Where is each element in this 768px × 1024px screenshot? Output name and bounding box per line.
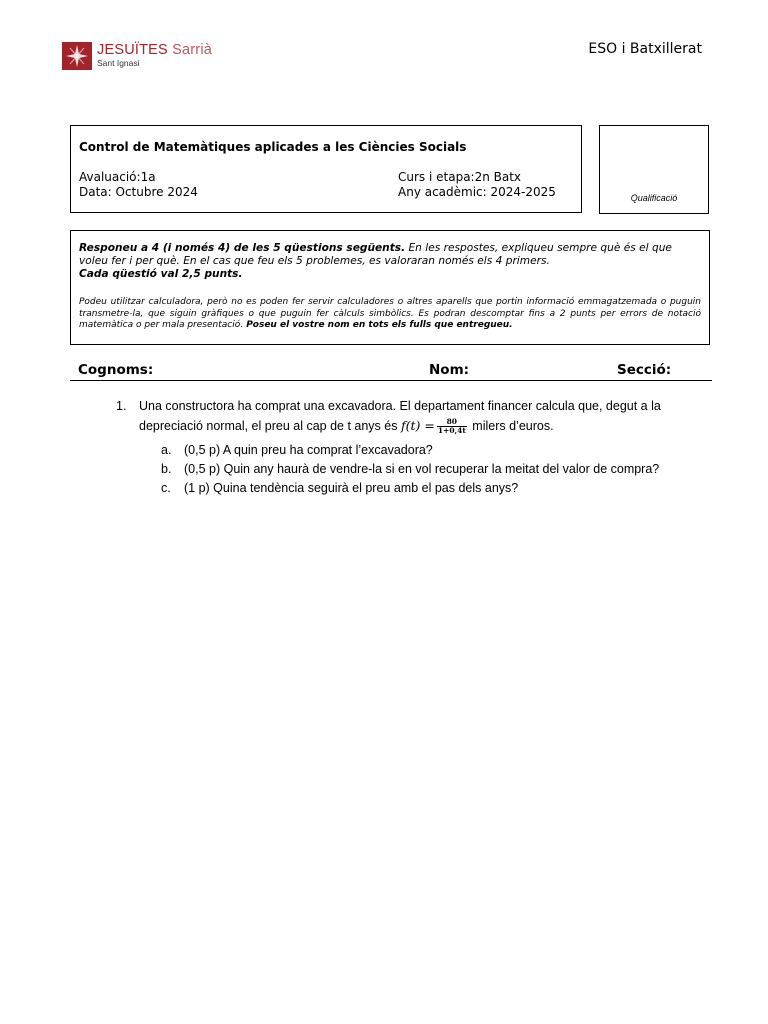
question-1-item-a-label: a. bbox=[161, 443, 172, 457]
formula-fraction bbox=[437, 418, 467, 435]
instructions-lead: Responeu a 4 (i només 4) de les 5 qüestions següents. bbox=[79, 242, 406, 254]
question-1-line-2-pre: depreciació normal, el preu al cap de t anys és bbox=[139, 419, 401, 433]
instructions-points: Cada qüestió val 2,5 punts. bbox=[79, 268, 243, 280]
logo-name-secondary: Sarrià bbox=[172, 42, 213, 58]
school-logo bbox=[62, 42, 212, 72]
instructions-rules-bold: Poseu el vostre nom en tots els fulls que entregueu. bbox=[243, 320, 513, 330]
logo-subtitle: Sant Ignasi bbox=[97, 58, 140, 68]
instructions-body: En les respostes, expliqueu sempre què és el que voleu fer i per què. En el cas que feu els 5 problemes, es valoraran només els 4 primers. bbox=[79, 242, 672, 267]
question-1-item-c-label: c. bbox=[161, 481, 171, 495]
instructions-box bbox=[70, 230, 710, 345]
name-label: Nom: bbox=[429, 362, 470, 378]
student-name-row bbox=[70, 362, 712, 381]
academic-year-field: Any acadèmic: 2024-2025 bbox=[398, 185, 556, 199]
instructions-text bbox=[79, 242, 701, 281]
question-1-item-a: (0,5 p) A quin preu ha comprat l’excavadora? bbox=[184, 443, 433, 457]
question-1-item-b-label: b. bbox=[161, 462, 172, 476]
date-field: Data: Octubre 2024 bbox=[79, 185, 198, 199]
logo-name-main: JESUÏTES bbox=[97, 42, 168, 58]
instructions-rules bbox=[79, 297, 701, 332]
formula-lhs: f(t) = bbox=[400, 418, 435, 433]
shield-logo-icon bbox=[62, 42, 92, 70]
grade-label: Qualificació bbox=[630, 193, 678, 203]
question-1-item-b: (0,5 p) Quin any haurà de vendre-la si en vol recuperar la meitat del valor de compra? bbox=[184, 462, 660, 476]
evaluation-field: Avaluació:1a bbox=[79, 170, 156, 184]
formula-denominator: 1+0,4t bbox=[437, 426, 466, 436]
exam-title: Control de Matemàtiques aplicades a les Ciències Socials bbox=[79, 140, 467, 154]
question-1-number: 1. bbox=[116, 399, 127, 413]
exam-info-box bbox=[70, 125, 582, 213]
header-stage-title: ESO i Batxillerat bbox=[588, 41, 702, 57]
question-1-line-2-post: milers d’euros. bbox=[468, 419, 554, 433]
surname-label: Cognoms: bbox=[78, 362, 154, 378]
question-1-line-1: Una constructora ha comprat una excavadora. El departament financer calcula que, degut a la bbox=[139, 399, 661, 413]
instructions-rules-text: Podeu utilitzar calculadora, però no es poden fer servir calculadores o altres aparells que portin informació emmagatzemada o puguin transmetre-la, que siguin gràfiques o que puguin fer càlculs simbòlics. Es podran descomptar fins a 2 punts per errors de notació matemàtica o per mala presentació. bbox=[79, 297, 701, 330]
section-label: Secció: bbox=[617, 362, 672, 378]
logo-name bbox=[97, 42, 212, 58]
formula-numerator: 80 bbox=[437, 418, 467, 427]
question-1-item-c: (1 p) Quina tendència seguirà el preu amb el pas dels anys? bbox=[184, 481, 519, 495]
grade-box bbox=[599, 125, 709, 214]
question-1-line-2 bbox=[139, 418, 554, 435]
course-field: Curs i etapa:2n Batx bbox=[398, 170, 522, 184]
